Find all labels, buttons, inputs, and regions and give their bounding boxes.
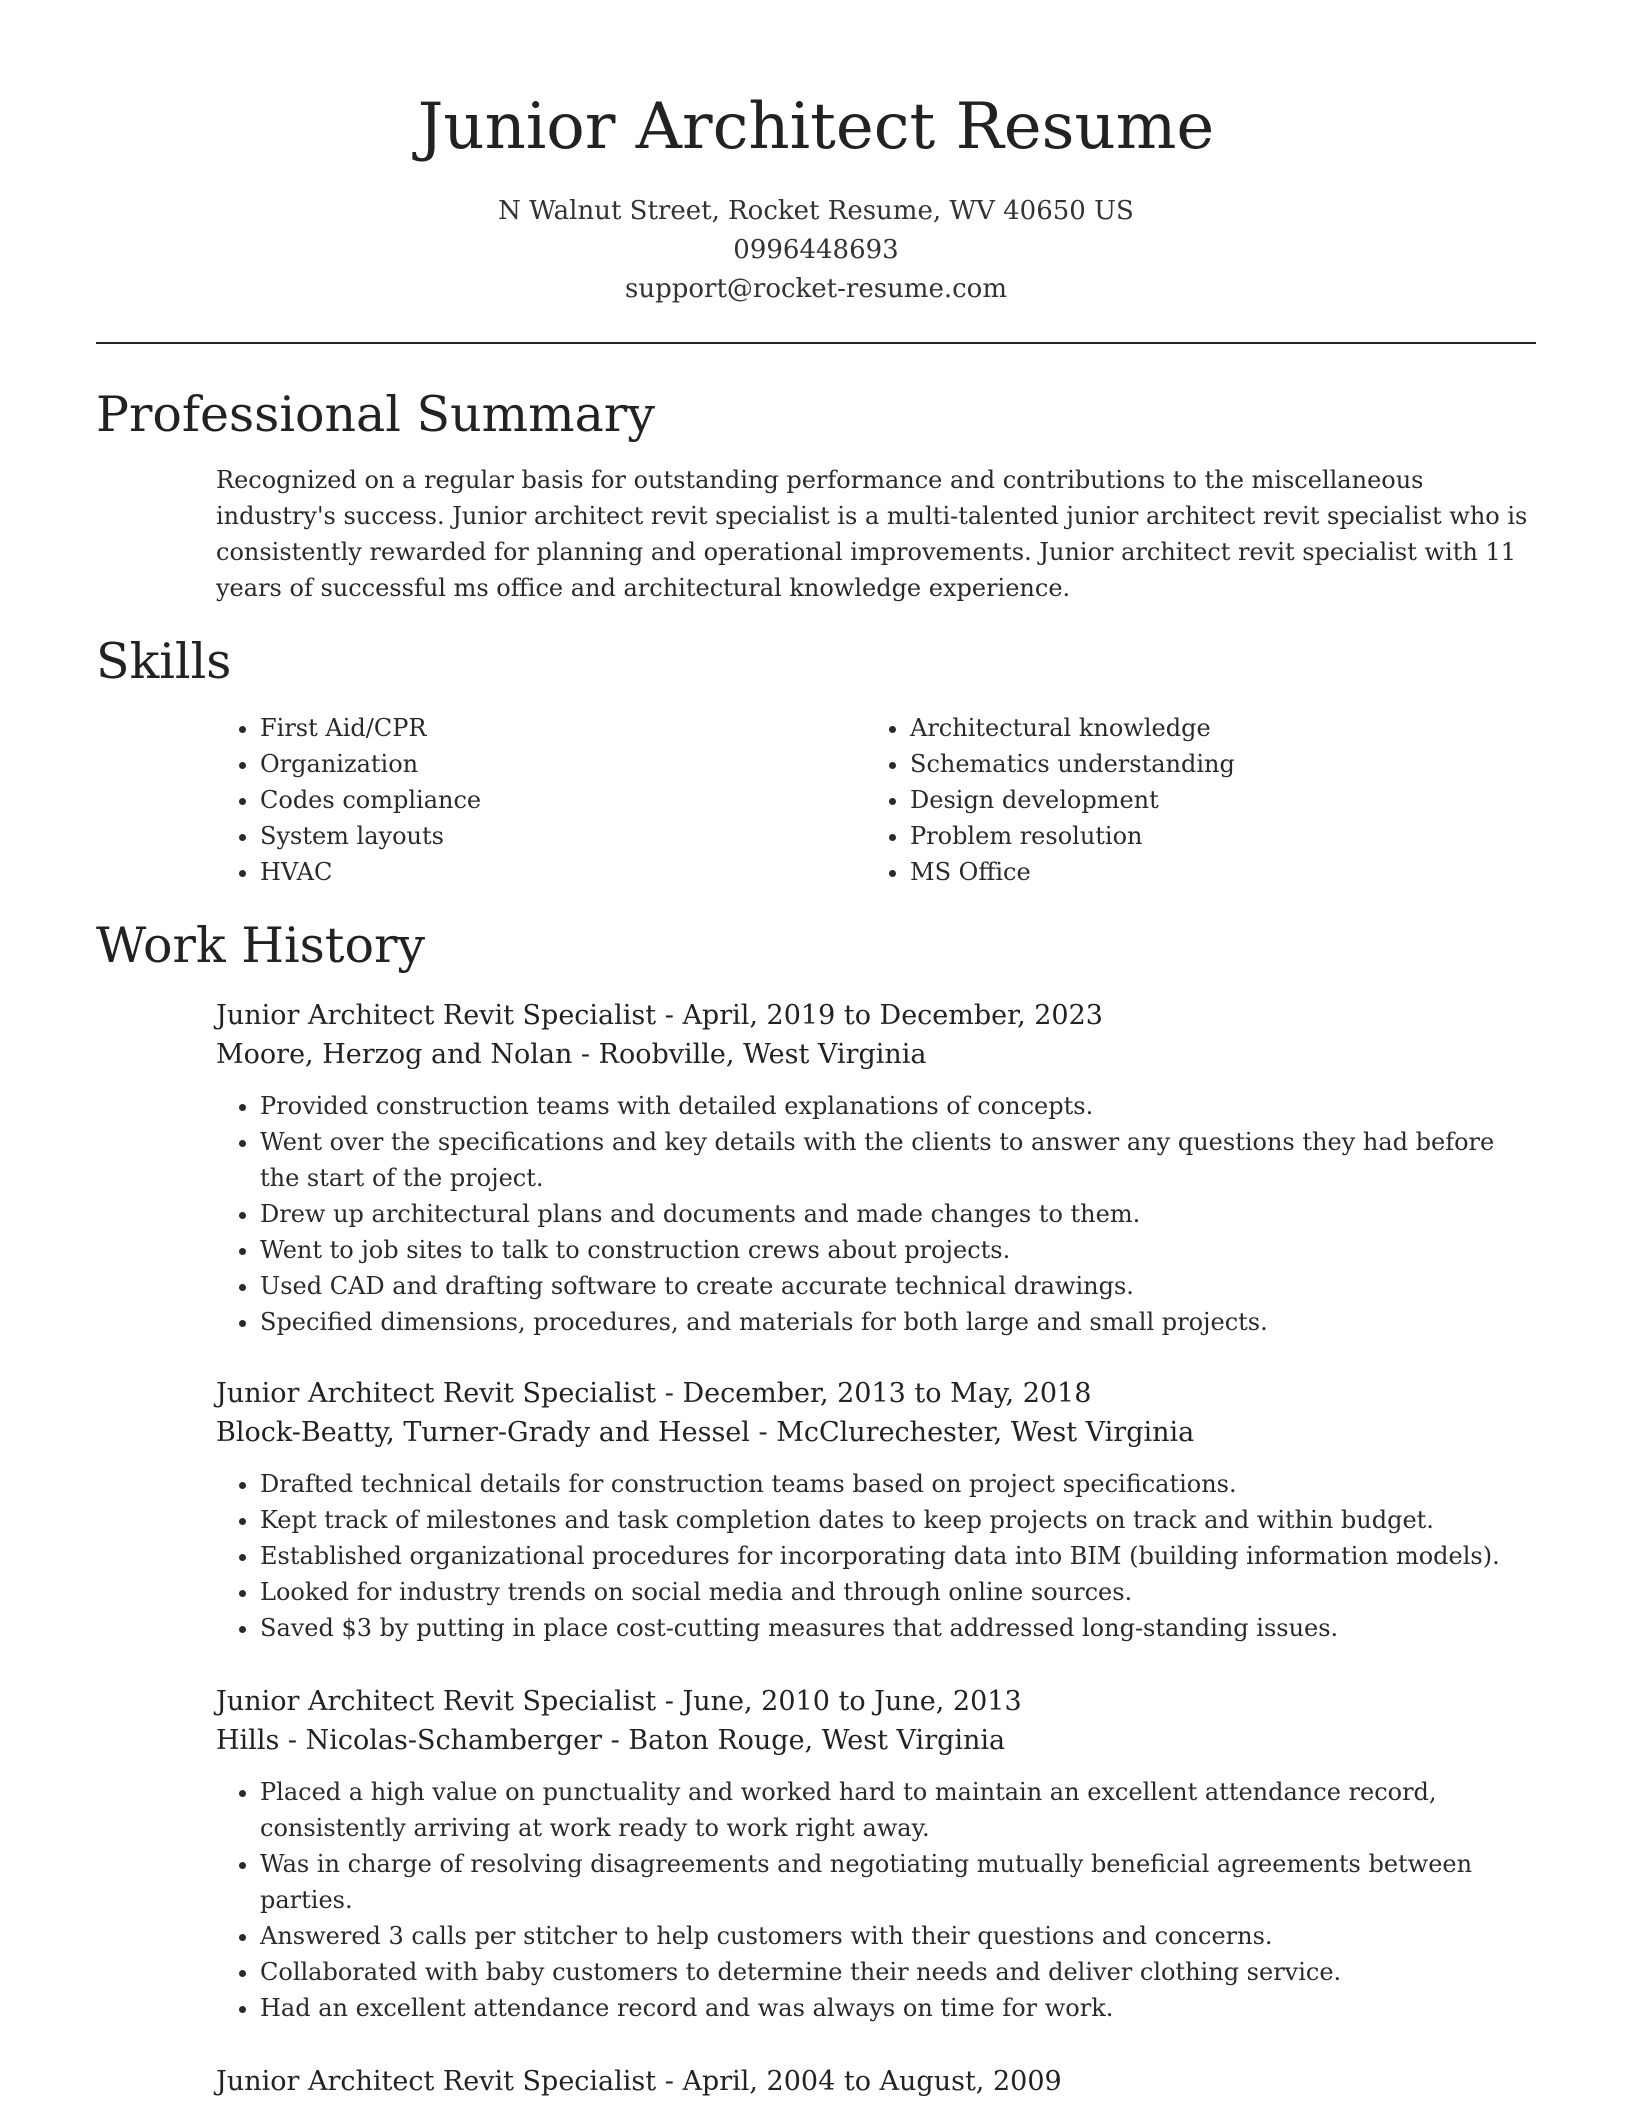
job-bullet: • Provided construction teams with detailed explanations of concepts. <box>260 1088 1536 1124</box>
job-location: Roobville, West Virginia <box>598 1039 927 1070</box>
skill-item: • HVAC <box>260 854 820 890</box>
job-company-line <box>216 1721 1536 1760</box>
job-entry <box>216 2062 1536 2101</box>
job-title-line <box>216 1682 1536 1721</box>
job-company-line <box>216 1413 1536 1452</box>
job-bullet: • Was in charge of resolving disagreements and negotiating mutually beneficial agreements between parties. <box>260 1846 1536 1918</box>
header-divider <box>96 342 1536 344</box>
separator: - <box>656 1000 683 1031</box>
job-bullet: • Answered 3 calls per stitcher to help customers with their questions and concerns. <box>260 1918 1536 1954</box>
job-title-line <box>216 1374 1536 1413</box>
skill-item: • Design development <box>910 782 1510 818</box>
skill-item: • First Aid/CPR <box>260 710 820 746</box>
job-company: Hills - Nicolas-Schamberger <box>216 1725 602 1756</box>
job-dates: December, 2013 to May, 2018 <box>682 1378 1092 1409</box>
skill-item: • System layouts <box>260 818 820 854</box>
job-bullet: • Drafted technical details for construction teams based on project specifications. <box>260 1466 1536 1502</box>
job-bullet: • Looked for industry trends on social media and through online sources. <box>260 1574 1536 1610</box>
job-bullet: • Drew up architectural plans and documents and made changes to them. <box>260 1196 1536 1232</box>
summary-heading: Professional Summary <box>96 386 655 443</box>
separator: - <box>749 1417 777 1448</box>
summary-text: Recognized on a regular basis for outstanding performance and contributions to the miscellaneous industry's success. Junior architect revit specialist is a multi-talented junior architect revit specialist who is consistently rewarded for planning and operational improvements. Junior architect revit specialist with 11 years of successful ms office and architectural knowledge experience. <box>216 466 1528 602</box>
separator: - <box>656 2066 683 2097</box>
phone: 0996448693 <box>733 235 899 265</box>
job-dates: April, 2004 to August, 2009 <box>682 2066 1062 2097</box>
skill-item: • Problem resolution <box>910 818 1510 854</box>
job-bullet: • Placed a high value on punctuality and worked hard to maintain an excellent attendance record, consistently arriving at work ready to work right away. <box>260 1774 1536 1846</box>
job-title: Junior Architect Revit Specialist <box>216 1378 657 1409</box>
skill-item: • Organization <box>260 746 820 782</box>
job-bullet: • Had an excellent attendance record and was always on time for work. <box>260 1990 1536 2026</box>
job-title: Junior Architect Revit Specialist <box>216 1000 657 1031</box>
separator: - <box>656 1686 683 1717</box>
job-bullets <box>216 1774 1536 2026</box>
job-title-line <box>216 996 1536 1035</box>
job-title: Junior Architect Revit Specialist <box>216 1686 657 1717</box>
skills-list-right <box>866 710 1510 890</box>
work-history-heading: Work History <box>96 917 426 974</box>
job-bullet: • Saved $3 by putting in place cost-cutting measures that addressed long-standing issues. <box>260 1610 1536 1646</box>
job-bullet: • Collaborated with baby customers to determine their needs and deliver clothing service. <box>260 1954 1536 1990</box>
job-bullet: • Established organizational procedures for incorporating data into BIM (building information models). <box>260 1538 1536 1574</box>
job-bullet: • Kept track of milestones and task completion dates to keep projects on track and within budget. <box>260 1502 1536 1538</box>
separator: - <box>656 1378 683 1409</box>
job-bullet: • Specified dimensions, procedures, and materials for both large and small projects. <box>260 1304 1536 1340</box>
job-title-line <box>216 2062 1536 2101</box>
skill-item: • Codes compliance <box>260 782 820 818</box>
skills-list-left <box>216 710 820 890</box>
job-company: Block-Beatty, Turner-Grady and Hessel <box>216 1417 750 1448</box>
separator: - <box>572 1039 599 1070</box>
job-dates: June, 2010 to June, 2013 <box>682 1686 1022 1717</box>
skills-heading: Skills <box>96 633 232 690</box>
resume-title: Junior Architect Resume <box>417 90 1215 164</box>
job-company-line <box>216 1035 1536 1074</box>
skill-item: • Architectural knowledge <box>910 710 1510 746</box>
job-location: McClurechester, West Virginia <box>776 1417 1195 1448</box>
job-entry <box>216 996 1536 1340</box>
contact-block <box>0 192 1632 309</box>
job-dates: April, 2019 to December, 2023 <box>682 1000 1103 1031</box>
job-bullet: • Went to job sites to talk to construction crews about projects. <box>260 1232 1536 1268</box>
job-bullet: • Went over the specifications and key details with the clients to answer any questions they had before the start of the project. <box>260 1124 1536 1196</box>
skill-item: • MS Office <box>910 854 1510 890</box>
job-company: Moore, Herzog and Nolan <box>216 1039 573 1070</box>
job-bullet: • Used CAD and drafting software to create accurate technical drawings. <box>260 1268 1536 1304</box>
job-bullets <box>216 1466 1536 1646</box>
separator: - <box>602 1725 629 1756</box>
job-bullets <box>216 1088 1536 1340</box>
job-title: Junior Architect Revit Specialist <box>216 2066 657 2097</box>
address: N Walnut Street, Rocket Resume, WV 40650 US <box>498 196 1134 226</box>
job-entry <box>216 1374 1536 1646</box>
email: support@rocket-resume.com <box>624 274 1007 304</box>
job-location: Baton Rouge, West Virginia <box>628 1725 1006 1756</box>
job-entry <box>216 1682 1536 2026</box>
skill-item: • Schematics understanding <box>910 746 1510 782</box>
